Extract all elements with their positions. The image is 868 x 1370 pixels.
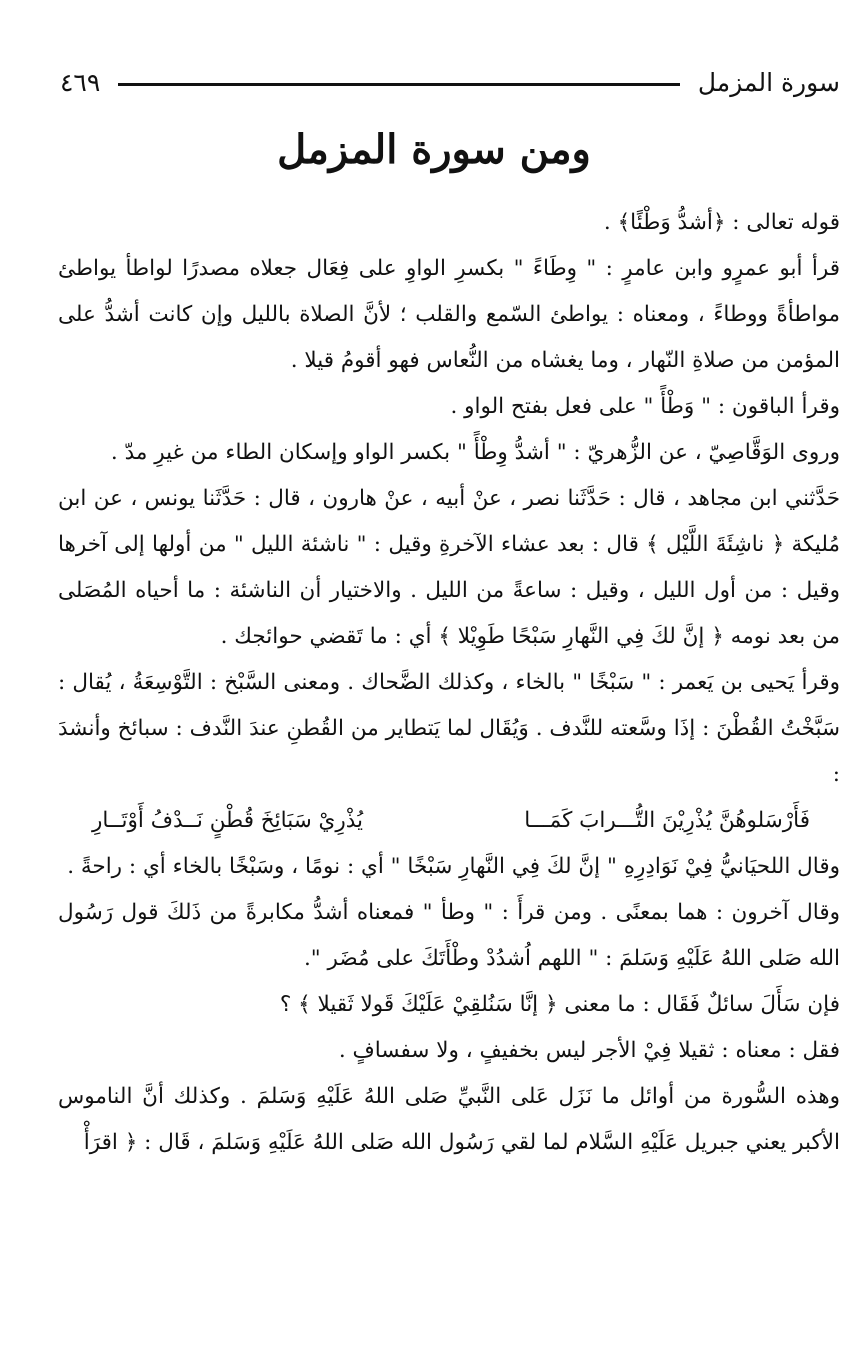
paragraph: وهذه السُّورة من أوائل ما نَزَل عَلى النَّبيِّ صَلى اللهُ عَلَيْهِ وَسَلمَ . وكذلك أنَّ الناموس الأكبر يعني جبريل عَلَيْهِ السَّلام لما لقي رَسُول الله صَلى اللهُ عَلَيْهِ وَسَلمَ ، قَال : ﴿ اقرَأْ bbox=[58, 1084, 840, 1155]
header-rule bbox=[118, 83, 680, 86]
paragraph: وقال آخرون : هما بمعنًى . ومن قرأَ : " وطأ " فمعناه أشدُّ مكابرةً من ذَلكَ قول رَسُول الله صَلى اللهُ عَلَيْهِ وَسَلمَ : " اللهم اُشدُدْ وطْأَتَكَ على مُضَر ". bbox=[58, 900, 840, 971]
running-title: سورة المزمل bbox=[697, 67, 840, 97]
body-text bbox=[58, 200, 840, 1166]
paragraph: وقال اللحيَانيُّ فِيْ نَوَادِرِهِ " إنَّ لكَ فِي النَّهارِ سَبْخًا " أي : نومًا ، وسَبْخًا بالخاء أي : راحةً . bbox=[67, 854, 840, 879]
paragraph: قرأ أبو عمرٍو وابن عامرٍ : " وِطَاءً " بكسرِ الواوِ على فِعَال جعلاه مصدرًا لواطأ يواطئ مواطأةً ووطاءً ، ومعناه : يواطئ السّمع والقلب ؛ لأنَّ الصلاة بالليل وإن كانت أشدُّ على المؤمن من صلاةِ النّهار ، وما يغشاه من النُّعاس فهو أقومُ قيلا . bbox=[58, 256, 840, 373]
paragraph: وقرأ يَحيى بن يَعمر : " سَبْخًا " بالخاء ، وكذلك الضَّحاك . ومعنى السَّبْخ : التَّوْسِعَةُ ، يُقال : سَبَّخْتُ القُطْنَ : إذَا وسَّعته للنَّدف . وَيُقَال لما يَتطاير من القُطنِ عندَ النَّدف : سبائخ وأنشدَ : bbox=[58, 670, 840, 787]
verse-second-hemistich: يُذْرِيْ سَبَائِخَ قُطْنٍ نَــدْفُ أَوْتَــارِ bbox=[92, 808, 364, 833]
verse-first-hemistich: فَأَرْسَلوهُنَّ يُذْرِيْنَ التُّـــرابَ كَمَـــا bbox=[524, 808, 810, 833]
paragraph: حَدَّثني ابن مجاهد ، قال : حَدَّثَنا نصر ، عنْ أبيه ، عنْ هارون ، قال : حَدَّثَنا يونس ، عن ابن مُليكة ﴿ ناشِئَةَ اللَّيْل ﴾ قال : بعد عشاء الآخرةِ وقيل : " ناشئة الليل " من أولها إلى آخرها وقيل : من أول الليل ، وقيل : ساعةً من الليل . والاختيار أن الناشئة : ما أحياه المُصَلى من بعد نومه ﴿ إنَّ لكَ فِي النَّهارِ سَبْحًا طَوِيْلا ﴾ أي : ما تَقضي حوائجك . bbox=[58, 486, 840, 649]
page-number: ٤٦٩ bbox=[60, 67, 101, 97]
paragraph: فقل : معناه : ثقيلا فِيْ الأجر ليس بخفيفٍ ، ولا سفسافٍ . bbox=[338, 1038, 840, 1063]
paragraph: وقرأ الباقون : " وَطْأً " على فعل بفتح الواو . bbox=[450, 394, 840, 419]
surah-heading: ومن سورة المزمل bbox=[277, 126, 591, 173]
poetry-verse bbox=[58, 798, 840, 844]
paragraph: فإن سَأَلَ سائلٌ فَقَال : ما معنى ﴿ إنَّا سَنُلقِيْ عَلَيْكَ قَولا ثَقيلا ﴾ ؟ bbox=[279, 992, 840, 1017]
paragraph: وروى الوَقَّاصِيّ ، عن الزُّهريّ : " أشدُّ وِطْأً " بكسر الواو وإسكان الطاء من غيرِ مدّ . bbox=[110, 440, 840, 465]
paragraph: قوله تعالى : ﴿أشدُّ وَطْئًا﴾ . bbox=[603, 210, 840, 235]
running-header bbox=[60, 62, 840, 102]
